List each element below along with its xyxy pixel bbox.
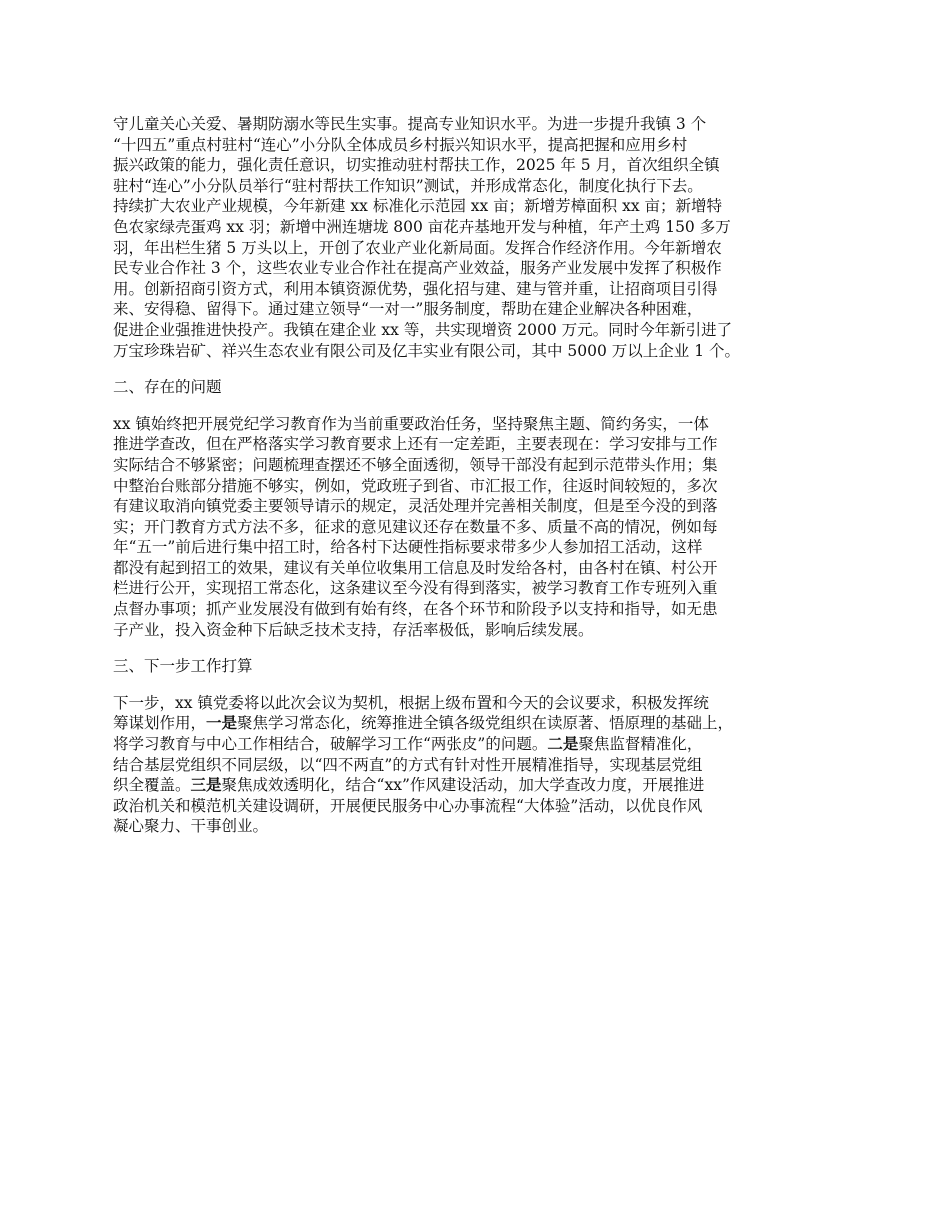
text-line: 守儿童关心关爱、暑期防溺水等民生实事。提高专业知识水平。为进一步提升我镇 3 个 — [113, 115, 707, 133]
section-heading-next-steps: 三、下一步工作打算 — [113, 657, 253, 676]
text-line: 栏进行公开，实现招工常态化，这条建议至今没有得到落实，被学习教育工作专班列入重 — [113, 579, 718, 598]
emphasis-first: 一是 — [206, 714, 238, 733]
text-line: 推进学查改，但在严格落实学习教育要求上还有一定差距，主要表现在：学习安排与工作 — [113, 435, 718, 454]
section-heading-problems: 二、存在的问题 — [113, 378, 222, 397]
document-page — [113, 114, 853, 853]
text-line — [113, 734, 853, 755]
text-line: 政治机关和模范机关建设调研，开展便民服务中心办事流程“大体验”活动，以优良作风 — [113, 796, 703, 815]
emphasis-second: 二是 — [547, 735, 579, 754]
text-line: 中整治台账部分措施不够实，例如，党政班子到省、市汇报工作，往返时间较短的，多次 — [113, 476, 718, 495]
text-line: 羽，年出栏生猪 5 万头以上，开创了农业产业化新局面。发挥合作经济作用。今年新增农 — [113, 238, 722, 257]
text-line: 子产业，投入资金种下后缺乏技术支持，存活率极低，影响后续发展。 — [113, 620, 594, 639]
text-run: 聚焦学习常态化，统筹推进全镇各级党组织在读原著、悟原理的基础上， — [237, 714, 734, 733]
paragraph-next-steps — [113, 693, 853, 837]
text-line: 实际结合不够紧密；问题梳理查摆还不够全面透彻，领导干部没有起到示范带头作用；集 — [113, 455, 718, 474]
text-line: 下一步，xx 镇党委将以此次会议为契机，根据上级布置和今天的会议要求，积极发挥统 — [113, 693, 709, 712]
text-line: “十四五”重点村驻村“连心”小分队全体成员乡村振兴知识水平，提高把握和应用乡村 — [113, 135, 688, 154]
paragraph-problems — [113, 414, 853, 641]
text-run: 聚焦成效透明化，结合“xx”作风建设活动，加大学查改力度，开展推进 — [221, 776, 705, 795]
text-line: 万宝珍珠岩矿、祥兴生态农业有限公司及亿丰实业有限公司，其中 5000 万以上企业 1 个。 — [113, 341, 741, 360]
text-line: 来、安得稳、留得下。通过建立领导“一对一”服务制度，帮助在建企业解决各种困难， — [113, 300, 703, 319]
text-line: 点督办事项；抓产业发展没有做到有始有终，在各个环节和阶段予以支持和指导，如无患 — [113, 600, 718, 619]
text-line — [113, 713, 853, 734]
text-line: 用。创新招商引资方式，利用本镇资源优势，强化招与建、建与管并重，让招商项目引得 — [113, 279, 718, 298]
text-line: 驻村“连心”小分队员举行“驻村帮扶工作知识”测试，并形成常态化，制度化执行下去。 — [113, 176, 703, 195]
text-line: 促进企业强推进快投产。我镇在建企业 xx 等，共实现增资 2000 万元。同时今年新引进了 — [113, 320, 733, 339]
text-line: xx 镇始终把开展党纪学习教育作为当前重要政治任务，坚持聚焦主题、简约务实，一体 — [113, 414, 709, 433]
text-line: 结合基层党组织不同层级，以“四不两直”的方式有针对性开展精准指导，实现基层党组 — [113, 755, 703, 774]
text-line: 实；开门教育方式方法不多，征求的意见建议还存在数量不多、质量不高的情况，例如每 — [113, 517, 718, 536]
text-run: 筹谋划作用， — [113, 714, 207, 733]
text-line: 持续扩大农业产业规模，今年新建 xx 标准化示范园 xx 亩；新增芳樟面积 xx 亩；新增特 — [113, 197, 723, 216]
emphasis-third: 三是 — [190, 776, 222, 795]
paragraph-achievements — [113, 114, 853, 361]
text-line: 民专业合作社 3 个，这些农业专业合作社在提高产业效益，服务产业发展中发挥了积极作 — [113, 259, 722, 278]
text-run: 将学习教育与中心工作相结合，破解学习工作“两张皮”的问题。 — [113, 735, 548, 754]
text-line — [113, 775, 853, 796]
text-line: 都没有起到招工的效果，建议有关单位收集用工信息及时发给各村，由各村在镇、村公开 — [113, 558, 718, 577]
text-line: 色农家绿壳蛋鸡 xx 羽；新增中洲连塘垅 800 亩花卉基地开发与种植，年产土鸡 150 多万 — [113, 217, 731, 236]
text-run: 织全覆盖。 — [113, 776, 191, 795]
text-run: 聚焦监督精准化， — [578, 735, 703, 754]
text-line: 年“五一”前后进行集中招工时，给各村下达硬性指标要求带多少人参加招工活动，这样 — [113, 538, 703, 557]
text-line: 凝心聚力、干事创业。 — [113, 817, 269, 836]
text-line: 振兴政策的能力，强化责任意识，切实推动驻村帮扶工作，2025 年 5 月，首次组织全镇 — [113, 156, 720, 175]
text-line: 有建议取消向镇党委主要领导请示的规定，灵活处理并完善相关制度，但是至今没的到落 — [113, 497, 718, 516]
